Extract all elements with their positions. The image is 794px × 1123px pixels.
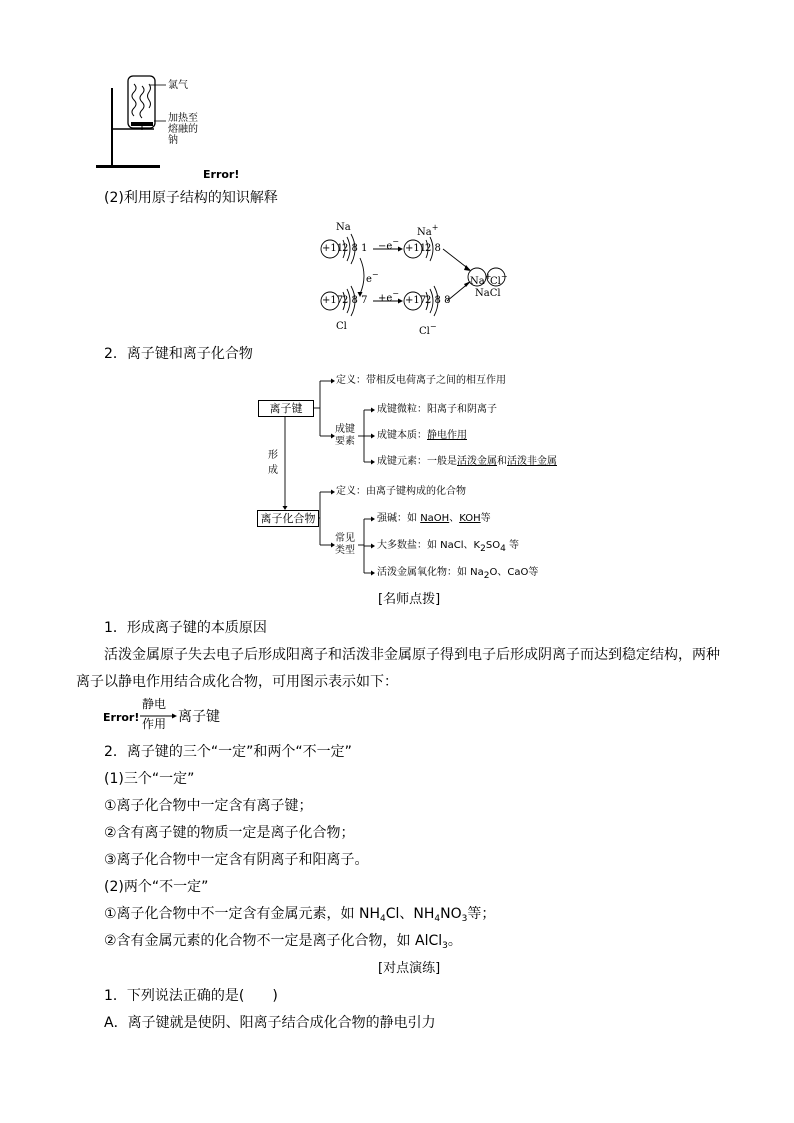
na-ion-nucleus: +11 (405, 243, 427, 254)
transfer-electron-label: e− (366, 270, 379, 285)
chlorine-label: 氯气 (168, 80, 188, 91)
type-metal-oxides: 活泼金属氧化物：如 Na2O、CaO等 (377, 567, 539, 581)
cl-shells: 2 8 7 (342, 295, 368, 306)
practice-heading: [对点演练] (378, 961, 441, 976)
type-strong-base: 强碱：如 NaOH、KOH等 (377, 513, 491, 524)
na-label: Na (336, 222, 351, 233)
ionic-bond-box: 离子键 (258, 400, 314, 417)
cl-label: Cl (336, 321, 347, 332)
three-musts-heading: (1)三个“一定” (104, 771, 195, 787)
cl-ion-label: Cl− (419, 322, 437, 337)
form-label-1: 形 (268, 450, 278, 461)
na-nucleus: +11 (322, 243, 344, 254)
point-2-heading: 2．离子键的三个“一定”和两个“不一定” (104, 744, 352, 760)
ionic-compound-box: 离子化合物 (257, 510, 319, 527)
apparatus-error-text: Error! (203, 168, 240, 181)
two-not-musts-heading: (2)两个“不一定” (104, 879, 209, 895)
two-not-musts-2: ②含有金属元素的化合物不一定是离子化合物，如 AlCl$_3$。 (104, 933, 462, 951)
formula-under-label: 作用 (142, 717, 167, 731)
three-musts-2: ②含有离子键的物质一定是离子化合物； (104, 825, 355, 841)
heat-label-3: 钠 (168, 135, 178, 146)
three-musts-3: ③离子化合物中一定含有阴离子和阳离子。 (104, 852, 369, 868)
bond-req-label-2: 要素 (335, 436, 355, 447)
product-na-ion: Na+ (470, 272, 492, 287)
cl-nucleus: +17 (322, 295, 344, 306)
bond-elements: 成键元素：一般是活泼金属和活泼非金属 (377, 456, 557, 467)
na-ion-label: Na+ (417, 223, 439, 238)
point-1-line-1: 活泼金属原子失去电子后形成阳离子和活泼非金属原子得到电子后形成阴离子而达到稳定结构，两种 (104, 647, 720, 663)
bond-definition: 定义：带相反电荷离子之间的相互作用 (336, 375, 506, 386)
section-2-heading: (2)利用原子结构的知识解释 (104, 190, 278, 206)
question-1: 1．下列说法正确的是( ) (104, 988, 278, 1004)
formula-error-text: Error! (103, 711, 140, 724)
bond-particle: 成键微粒：阳离子和阴离子 (377, 404, 497, 415)
point-1-heading: 1．形成离子键的本质原因 (104, 620, 267, 636)
common-types-label-1: 常见 (335, 533, 355, 544)
heat-label-2: 熔融的 (168, 124, 198, 135)
common-types-label-2: 类型 (335, 545, 355, 556)
tip-heading: [名师点拨] (378, 592, 441, 607)
bond-essence: 成键本质：静电作用 (377, 430, 467, 441)
product-cl-ion: Cl− (490, 272, 508, 287)
formula-over-label: 静电 (142, 697, 167, 711)
cl-ion-shells: 2 8 8 (425, 295, 451, 306)
point-1-line-2: 离子以静电作用结合成化合物，可用图示表示如下： (76, 674, 398, 690)
bond-req-label-1: 成键 (335, 424, 355, 435)
cl-ion-nucleus: +17 (405, 295, 427, 306)
heading-ionic-bond-compound: 2．离子键和离子化合物 (104, 346, 253, 362)
formula-result: 离子键 (178, 709, 220, 725)
gain-electron-label: +e− (378, 289, 399, 304)
type-salts: 大多数盐：如 NaCl、K2SO4 等 (377, 540, 519, 554)
two-not-musts-1: ①离子化合物中不一定含有金属元素，如 $NH_4Cl$、$NH_4NO_3$等； (104, 906, 496, 924)
three-musts-1: ①离子化合物中一定含有离子键； (104, 798, 313, 814)
heat-label-1: 加热至 (168, 113, 198, 124)
product-nacl-label: NaCl (475, 288, 501, 299)
na-ion-shells: 2 8 (425, 243, 441, 254)
form-label-2: 成 (268, 465, 278, 476)
question-1-option-a: A．离子键就是使阴、阳离子结合成化合物的静电引力 (104, 1015, 436, 1031)
na-shells: 2 8 1 (342, 243, 368, 254)
compound-definition: 定义：由离子键构成的化合物 (336, 486, 466, 497)
lose-electron-label: −e− (378, 237, 399, 252)
